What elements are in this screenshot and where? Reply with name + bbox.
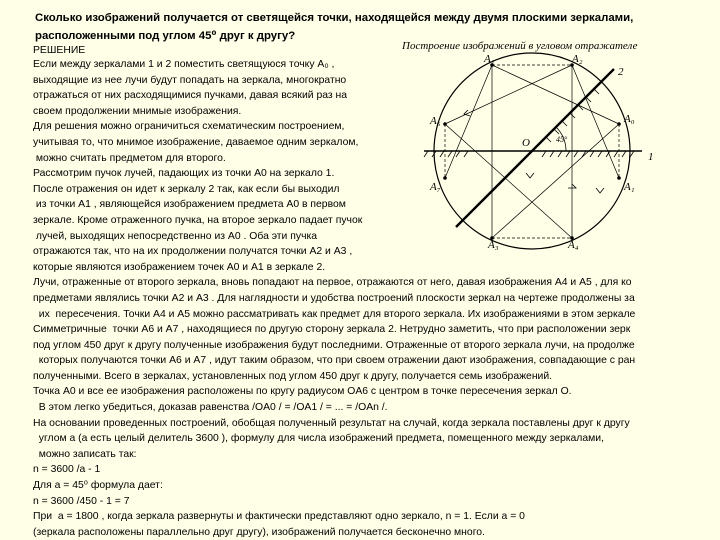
solution-line: можно считать предметом для второго. [33,152,226,164]
solution-line: Рассмотрим пучок лучей, падающих из точки A0 на зеркало 1. [33,168,335,180]
solution-line: которых получаются точки A6 и A7 , идут таким образом, что при своем отражении дают изображения, совпадающие с ран [33,355,636,367]
mirror-2 [456,69,614,227]
solution-line: зеркале. Кроме отраженного пучка, на второе зеркало падает пучок [33,214,363,226]
label-a4: A₄ [568,239,579,251]
solution-line: Если между зеркалами 1 и 2 поместить светящуюся точку A₀ , [33,59,335,70]
solution-line: После отражения он идет к зеркалу 2 так, как если бы выходил [33,183,340,195]
solution-line: Точка A0 и все ее изображения расположены по кругу радиусом OA6 с центром в точке пересечения зеркал O. [33,386,572,398]
solution-line: которые являются изображением точек A0 и A1 в зеркале 2. [33,261,326,273]
label-a3: A₃ [488,239,499,251]
solution-line: (зеркала расположены параллельно друг другу), изображений получается бесконечно много. [33,526,485,538]
solution-line: предметами являлись точки A2 и A3 . Для наглядности и удобства построений плоскости зеркал на чертеже продолжены за [33,292,635,304]
solution-line: из точки A1 , являющейся изображением предмета A0 в первом [33,199,346,211]
diagram-caption: Построение изображений в угловом отражателе [402,40,638,52]
label-mirror-1: 1 [648,151,654,163]
label-a2-top: A₂ [572,53,583,65]
solution-line: выходящие из нее лучи будут попадать на зеркала, многократно [33,74,347,86]
label-a0: A₀ [624,113,635,125]
solution-line: отражаются так, что на их продолжении получатся точки A2 и A3 , [33,246,353,258]
question-title: Сколько изображений получается от светящейся точки, находящейся между двумя плоскими зеркалами, расположенными под углом 45⁰ друг к другу? [35,12,634,42]
solution-line: n = 3600 /a - 1 [33,464,101,476]
label-a7: A₇ [430,181,441,193]
solution-label: РЕШЕНИЕ [33,45,86,56]
solution-line: В этом легко убедиться, доказав равенства /OA0 / = /OA1 / = ... = /OAn /. [33,402,388,414]
solution-line: Симметричные точки A6 и A7 , находящиеся по другую сторону зеркала 2. Нетрудно заметить, что при расположении зерк [33,324,631,336]
solution-line: полученными. Всего в зеркалах, установленных под углом 450 друг к другу, получается семь изображений. [33,370,553,382]
label-a6: A₆ [430,115,441,127]
solution-line: Для a = 45⁰ формула дает: [33,480,163,492]
mirror-2-hatching [546,89,599,142]
solution-line: своем продолжении мнимые изображения. [33,105,242,117]
label-angle: 45° [556,135,568,144]
solution-line: можно записать так: [33,448,137,460]
solution-line: их пересечения. Точки A4 и A5 можно рассматривать как предмет для второго зеркала. Их изображениями в этом зеркале [33,308,636,320]
solution-line: отражаться от них расходящимися пучками, давая всякий раз на [33,90,348,102]
solution-line: При a = 1800 , когда зеркала развернуты и фактически представляют одно зеркало, n = 1. Если a = 0 [33,511,525,523]
solution-line: Для решения можно ограничиться схематическим построением, [33,121,345,133]
solution-line: лучей, выходящих непосредственно из A0 . Оба эти пучка [33,230,318,242]
label-origin: O [522,137,530,149]
solution-line: n = 3600 /450 - 1 = 7 [33,495,130,507]
solution-line: учитывая то, что мнимое изображение, даваемое одним зеркалом, [33,136,359,148]
label-mirror-2: 2 [618,66,624,78]
label-a1-top: A₁ [484,53,495,65]
solution-line: Лучи, отраженные от второго зеркала, вновь попадают на первое, отражаются от него, давая изображения A4 и A5 , для ко [33,277,632,289]
corner-reflector-diagram [396,38,720,260]
solution-line: под углом 450 друг к другу полученные изображения будут последними. Отраженные от второго зеркала лучи, на продолже [33,339,635,351]
label-a1-right: A₁ [624,181,635,193]
solution-line: На основании проведенных построений, обобщая полученный результат на случай, когда зеркала поставлены друг к другу [33,417,630,429]
solution-line: углом a (a есть целый делитель 3600 ), формулу для числа изображений предмета, помещенного между зеркалами, [33,433,604,445]
